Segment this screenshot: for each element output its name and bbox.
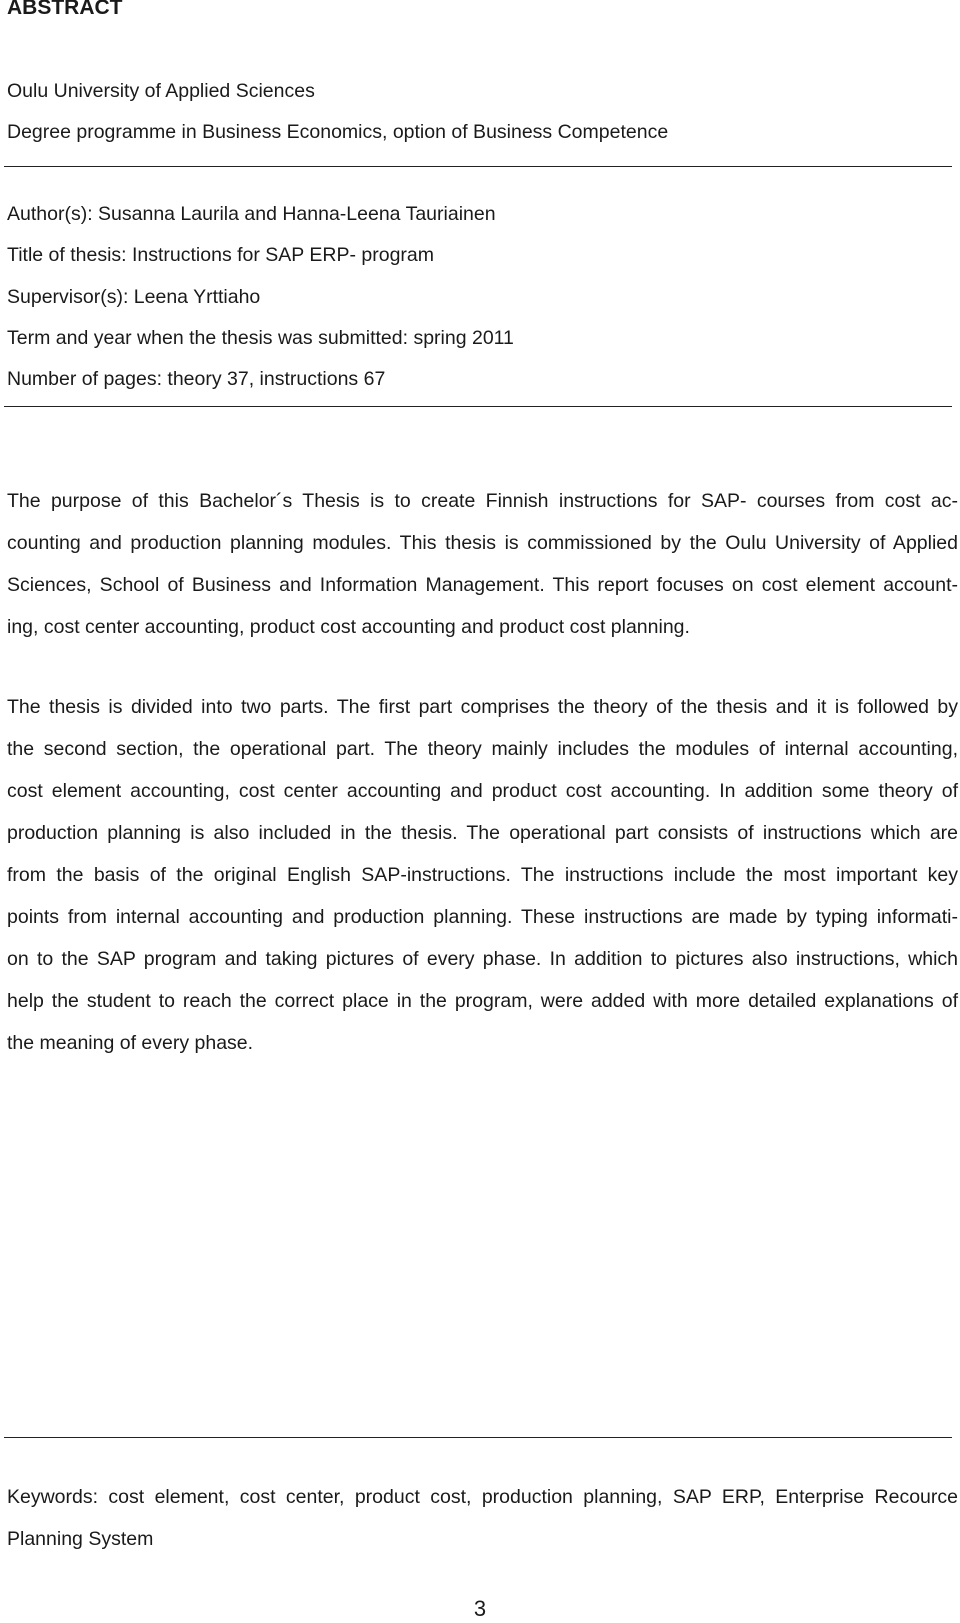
- abstract-paragraph-2: [7, 686, 958, 1064]
- degree-programme: Degree programme in Business Economics, option of Business Competence: [7, 121, 669, 143]
- authors-line: Author(s): Susanna Laurila and Hanna-Leena Tauriainen: [7, 203, 496, 225]
- paragraph-line: The thesis is divided into two parts. The first part comprises the theory of the thesis and it is followed by: [7, 696, 958, 718]
- page-number: 3: [473, 1596, 487, 1621]
- paragraph-line: the second section, the operational part. The theory mainly includes the modules of internal accounting,: [7, 738, 958, 760]
- abstract-paragraph-1: [7, 480, 958, 648]
- middle-divider: [4, 406, 952, 407]
- term-line: Term and year when the thesis was submitted: spring 2011: [7, 327, 514, 349]
- paragraph-line: The purpose of this Bachelor´s Thesis is to create Finnish instructions for SAP- courses from cost ac-: [7, 490, 958, 512]
- paragraph-line: cost element accounting, cost center accounting and product cost accounting. In addition some theory of: [7, 780, 958, 802]
- paragraph-line: points from internal accounting and production planning. These instructions are made by typing informati-: [7, 906, 958, 928]
- university-name: Oulu University of Applied Sciences: [7, 80, 315, 102]
- paragraph-line: counting and production planning modules. This thesis is commissioned by the Oulu University of Applied: [7, 532, 958, 554]
- paragraph-line: on to the SAP program and taking pictures of every phase. In addition to pictures also instructions, which: [7, 948, 958, 970]
- paragraph-line: from the basis of the original English SAP-instructions. The instructions include the most important key: [7, 864, 958, 886]
- pages-line: Number of pages: theory 37, instructions 67: [7, 368, 386, 390]
- keywords-line: Keywords: cost element, cost center, product cost, production planning, SAP ERP, Enterprise Recource: [7, 1486, 958, 1508]
- paragraph-line: the meaning of every phase.: [7, 1032, 254, 1054]
- top-divider: [4, 166, 952, 167]
- supervisor-line: Supervisor(s): Leena Yrttiaho: [7, 286, 261, 308]
- keywords-line: Planning System: [7, 1528, 154, 1550]
- abstract-heading: ABSTRACT: [7, 0, 123, 19]
- paragraph-line: Sciences, School of Business and Information Management. This report focuses on cost element account-: [7, 574, 958, 596]
- paragraph-line: production planning is also included in the thesis. The operational part consists of instructions which are: [7, 822, 958, 844]
- thesis-title-line: Title of thesis: Instructions for SAP ERP- program: [7, 244, 434, 266]
- paragraph-line: ing, cost center accounting, product cost accounting and product cost planning.: [7, 616, 690, 638]
- paragraph-line: help the student to reach the correct place in the program, were added with more detailed explanations of: [7, 990, 958, 1012]
- keywords-block: [7, 1476, 958, 1560]
- bottom-divider: [4, 1437, 952, 1438]
